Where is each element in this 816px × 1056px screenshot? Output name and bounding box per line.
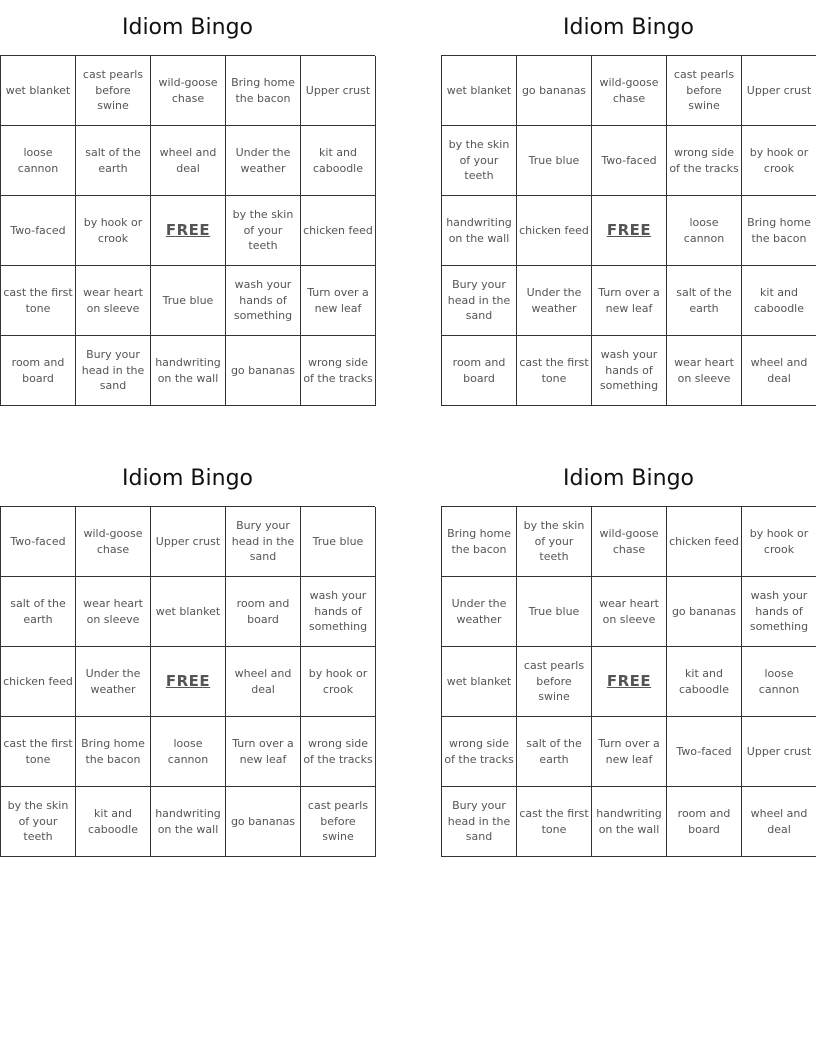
bingo-cell: chicken feed <box>301 196 376 266</box>
bingo-cell: Turn over a new leaf <box>592 266 667 336</box>
bingo-cell: by the skin of your teeth <box>1 787 76 857</box>
bingo-cell: wear heart on sleeve <box>667 336 742 406</box>
bingo-cell: wild-goose chase <box>592 56 667 126</box>
bingo-cell: room and board <box>226 577 301 647</box>
bingo-cell: wear heart on sleeve <box>592 577 667 647</box>
bingo-cell: chicken feed <box>517 196 592 266</box>
bingo-cell: Bury your head in the sand <box>76 336 151 406</box>
bingo-cell: by the skin of your teeth <box>517 507 592 577</box>
bingo-cell: room and board <box>442 336 517 406</box>
bingo-cell: by the skin of your teeth <box>442 126 517 196</box>
bingo-cell: Bring home the bacon <box>442 507 517 577</box>
bingo-cell: wear heart on sleeve <box>76 266 151 336</box>
bingo-cell: handwriting on the wall <box>442 196 517 266</box>
bingo-cell: wet blanket <box>151 577 226 647</box>
bingo-cell: wild-goose chase <box>76 507 151 577</box>
bingo-cell: wet blanket <box>1 56 76 126</box>
bingo-cell: cast the first tone <box>517 336 592 406</box>
bingo-cell: go bananas <box>226 336 301 406</box>
bingo-cell: by hook or crook <box>76 196 151 266</box>
bingo-cell: kit and caboodle <box>667 647 742 717</box>
bingo-cell: Bury your head in the sand <box>226 507 301 577</box>
bingo-cell: cast pearls before swine <box>76 56 151 126</box>
free-space-cell: FREE <box>151 196 226 266</box>
bingo-cell: wash your hands of something <box>226 266 301 336</box>
bingo-grid <box>441 506 816 857</box>
bingo-cell: True blue <box>151 266 226 336</box>
card-title: Idiom Bingo <box>121 15 254 40</box>
bingo-cell: kit and caboodle <box>301 126 376 196</box>
bingo-cell: True blue <box>517 577 592 647</box>
bingo-cell: loose cannon <box>1 126 76 196</box>
bingo-cell: Two-faced <box>592 126 667 196</box>
bingo-cell: cast the first tone <box>1 266 76 336</box>
bingo-cell: kit and caboodle <box>742 266 816 336</box>
bingo-cell: Turn over a new leaf <box>301 266 376 336</box>
bingo-cell: Two-faced <box>1 507 76 577</box>
bingo-cell: Under the weather <box>517 266 592 336</box>
free-space-cell: FREE <box>151 647 226 717</box>
bingo-cell: cast pearls before swine <box>301 787 376 857</box>
bingo-cell: go bananas <box>517 56 592 126</box>
bingo-card-4 <box>441 451 816 857</box>
bingo-cell: Upper crust <box>301 56 376 126</box>
bingo-cell: wrong side of the tracks <box>301 336 376 406</box>
bingo-card-3 <box>0 451 375 857</box>
bingo-cell: handwriting on the wall <box>151 336 226 406</box>
bingo-cell: by hook or crook <box>742 507 816 577</box>
bingo-cell: wheel and deal <box>742 336 816 406</box>
bingo-cell: salt of the earth <box>517 717 592 787</box>
bingo-cell: handwriting on the wall <box>151 787 226 857</box>
bingo-cell: Upper crust <box>742 56 816 126</box>
bingo-cell: Turn over a new leaf <box>226 717 301 787</box>
bingo-cell: loose cannon <box>667 196 742 266</box>
bingo-cell: Upper crust <box>742 717 816 787</box>
bingo-cell: wrong side of the tracks <box>442 717 517 787</box>
bingo-cell: cast pearls before swine <box>517 647 592 717</box>
bingo-cell: loose cannon <box>151 717 226 787</box>
bingo-cell: go bananas <box>226 787 301 857</box>
bingo-cell: True blue <box>301 507 376 577</box>
bingo-cell: kit and caboodle <box>76 787 151 857</box>
bingo-cell: Under the weather <box>76 647 151 717</box>
bingo-cell: wild-goose chase <box>592 507 667 577</box>
bingo-cell: by hook or crook <box>742 126 816 196</box>
card-title: Idiom Bingo <box>562 15 695 40</box>
bingo-cell: wild-goose chase <box>151 56 226 126</box>
bingo-cell: Two-faced <box>667 717 742 787</box>
bingo-cell: wheel and deal <box>151 126 226 196</box>
bingo-cell: Under the weather <box>442 577 517 647</box>
bingo-grid <box>441 55 816 406</box>
bingo-cell: salt of the earth <box>1 577 76 647</box>
bingo-cell: loose cannon <box>742 647 816 717</box>
bingo-card-1 <box>0 0 375 406</box>
free-space-cell: FREE <box>592 196 667 266</box>
bingo-cell: Turn over a new leaf <box>592 717 667 787</box>
bingo-cell: Two-faced <box>1 196 76 266</box>
bingo-cell: wet blanket <box>442 647 517 717</box>
bingo-cell: wrong side of the tracks <box>667 126 742 196</box>
bingo-cell: Upper crust <box>151 507 226 577</box>
bingo-cell: wash your hands of something <box>301 577 376 647</box>
bingo-grid <box>0 506 375 857</box>
bingo-cell: handwriting on the wall <box>592 787 667 857</box>
bingo-cell: salt of the earth <box>667 266 742 336</box>
bingo-cell: room and board <box>667 787 742 857</box>
bingo-cell: chicken feed <box>1 647 76 717</box>
bingo-cell: cast pearls before swine <box>667 56 742 126</box>
card-title: Idiom Bingo <box>562 466 695 491</box>
bingo-cell: Bury your head in the sand <box>442 266 517 336</box>
bingo-cell: Bring home the bacon <box>76 717 151 787</box>
bingo-card-2 <box>441 0 816 406</box>
bingo-cell: go bananas <box>667 577 742 647</box>
bingo-cell: Bury your head in the sand <box>442 787 517 857</box>
bingo-cell: wet blanket <box>442 56 517 126</box>
bingo-cell: wrong side of the tracks <box>301 717 376 787</box>
bingo-cell: wear heart on sleeve <box>76 577 151 647</box>
bingo-cell: wash your hands of something <box>592 336 667 406</box>
free-space-cell: FREE <box>592 647 667 717</box>
bingo-cell: cast the first tone <box>517 787 592 857</box>
bingo-cell: wheel and deal <box>742 787 816 857</box>
bingo-cell: chicken feed <box>667 507 742 577</box>
bingo-cell: salt of the earth <box>76 126 151 196</box>
bingo-cell: room and board <box>1 336 76 406</box>
bingo-cell: by hook or crook <box>301 647 376 717</box>
bingo-cell: wheel and deal <box>226 647 301 717</box>
bingo-cell: cast the first tone <box>1 717 76 787</box>
bingo-cell: True blue <box>517 126 592 196</box>
bingo-cell: Bring home the bacon <box>742 196 816 266</box>
bingo-grid <box>0 55 375 406</box>
bingo-cell: Under the weather <box>226 126 301 196</box>
bingo-cell: Bring home the bacon <box>226 56 301 126</box>
bingo-cell: by the skin of your teeth <box>226 196 301 266</box>
bingo-cell: wash your hands of something <box>742 577 816 647</box>
card-title: Idiom Bingo <box>121 466 254 491</box>
